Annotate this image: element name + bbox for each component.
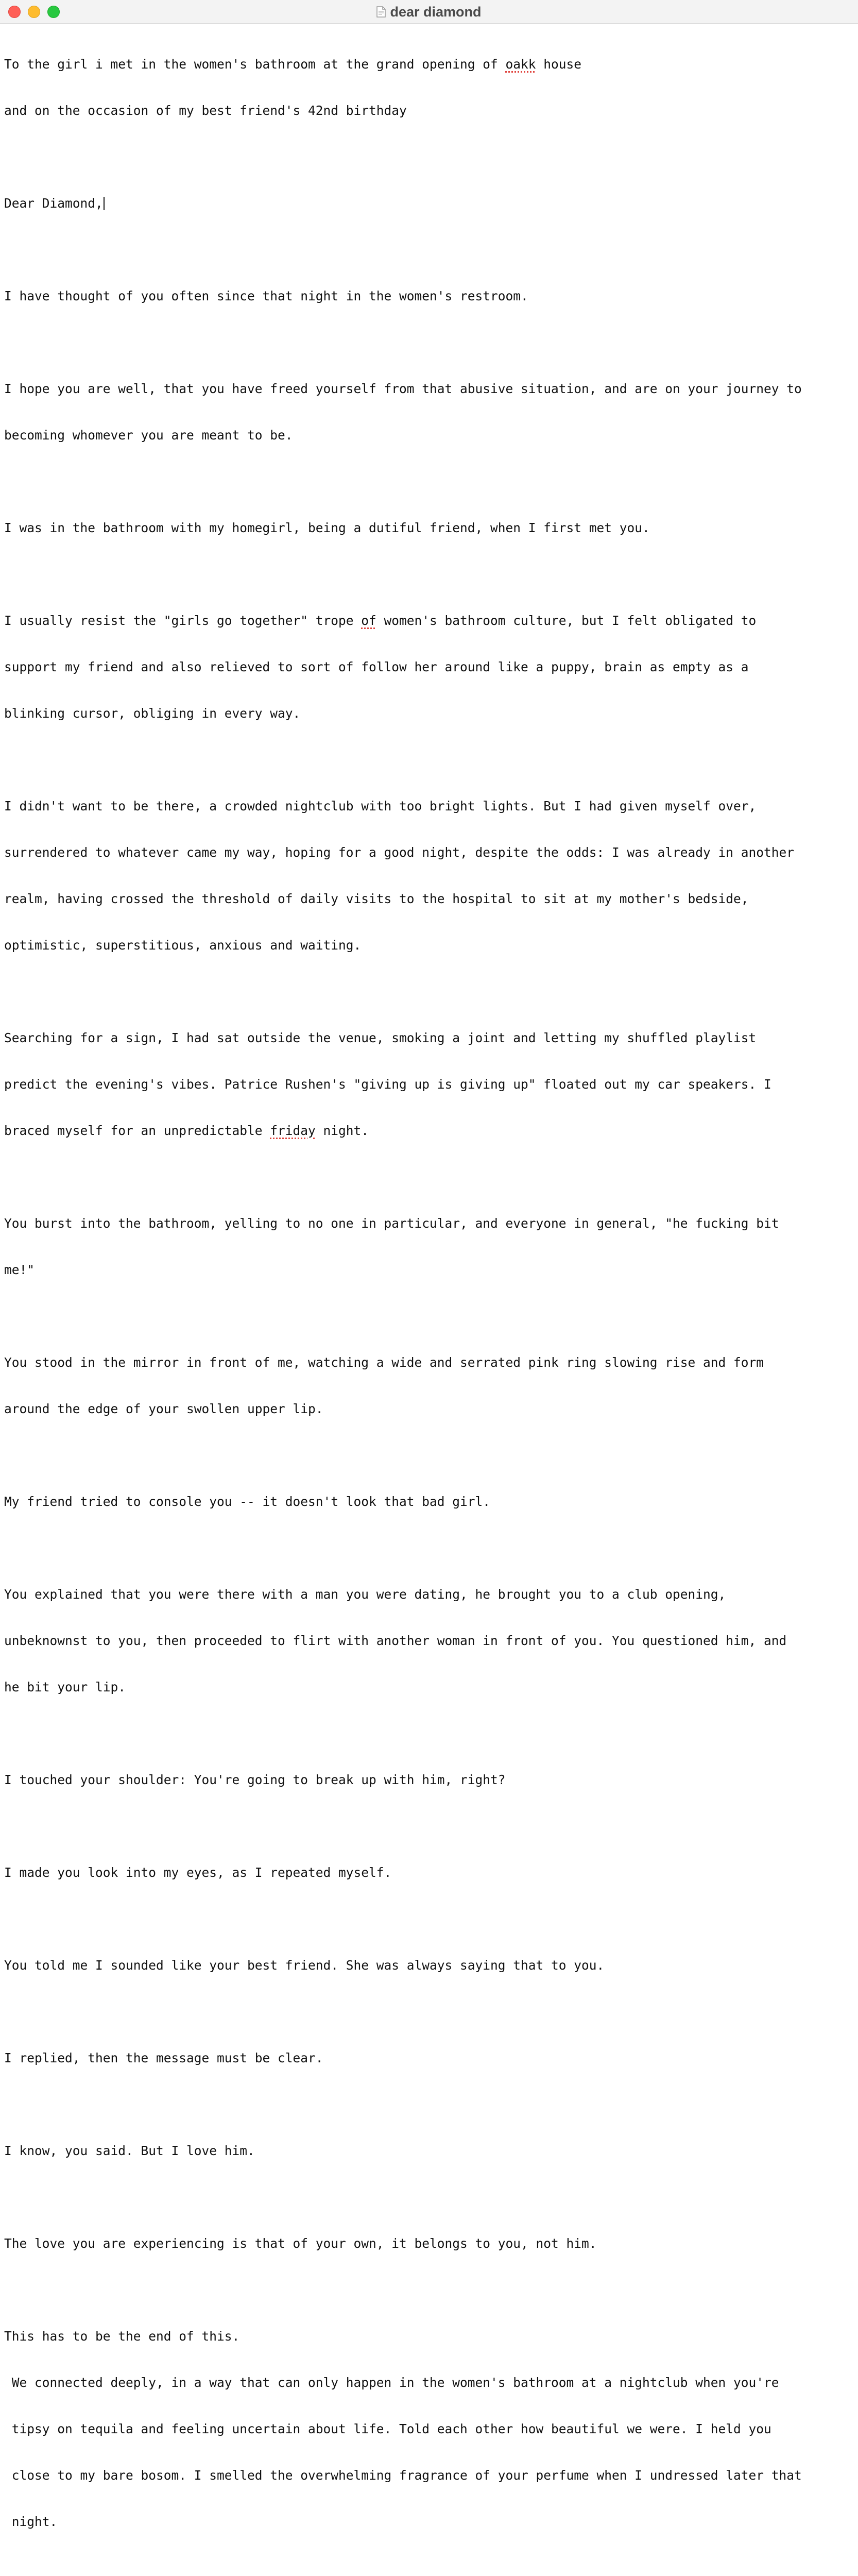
text-line: unbeknownst to you, then proceeded to flirt with another woman in front of you. You questioned him, and <box>4 1633 787 1648</box>
text-line: To the girl i met in the women's bathroom at the grand opening of oakk house <box>4 57 582 72</box>
text-line: braced myself for an unpredictable friday night. <box>4 1123 369 1138</box>
text-line: me!" <box>4 1262 35 1277</box>
text-line: I didn't want to be there, a crowded nightclub with too bright lights. But I had given myself over, <box>4 799 757 814</box>
text-line: This has to be the end of this. <box>4 2329 240 2344</box>
text-line: I have thought of you often since that night in the women's restroom. <box>4 289 528 303</box>
text-line: and on the occasion of my best friend's 42nd birthday <box>4 103 407 118</box>
text-line: You stood in the mirror in front of me, watching a wide and serrated pink ring slowing rise and form <box>4 1355 764 1370</box>
text-line: I was in the bathroom with my homegirl, being a dutiful friend, when I first met you. <box>4 520 650 535</box>
text-line: predict the evening's vibes. Patrice Rushen's "giving up is giving up" floated out my car speakers. I <box>4 1077 771 1092</box>
text-line: surrendered to whatever came my way, hoping for a good night, despite the odds: I was already in another <box>4 845 795 860</box>
text-line: blinking cursor, obliging in every way. <box>4 706 301 721</box>
title-bar[interactable] <box>0 0 858 24</box>
window-title: dear diamond <box>390 4 482 20</box>
text-line: You told me I sounded like your best friend. She was always saying that to you. <box>4 1958 605 1973</box>
text-line: You explained that you were there with a man you were dating, he brought you to a club opening, <box>4 1587 726 1602</box>
text-line: around the edge of your swollen upper lip. <box>4 1401 323 1416</box>
text-line: I hope you are well, that you have freed yourself from that abusive situation, and are on your journey to <box>4 381 802 396</box>
misspelled-word[interactable]: friday <box>270 1123 316 1138</box>
text-line: night. <box>4 2514 58 2529</box>
text-line: We connected deeply, in a way that can only happen in the women's bathroom at a nightclub when you're <box>4 2375 779 2390</box>
text-line: I touched your shoulder: You're going to break up with him, right? <box>4 1772 506 1787</box>
misspelled-word[interactable]: oakk <box>505 57 536 72</box>
text-line: becoming whomever you are meant to be. <box>4 428 293 443</box>
misspelled-word[interactable]: of <box>361 613 376 628</box>
document-icon[interactable] <box>376 6 386 18</box>
text-line: I know, you said. But I love him. <box>4 2143 255 2158</box>
text-line: You burst into the bathroom, yelling to no one in particular, and everyone in general, "he fucking bit <box>4 1216 779 1231</box>
text-line: I made you look into my eyes, as I repeated myself. <box>4 1865 392 1880</box>
text-cursor <box>104 197 105 210</box>
document-text-area[interactable] <box>4 26 854 2576</box>
text-line: I usually resist the "girls go together" trope of women's bathroom culture, but I felt obligated to <box>4 613 757 628</box>
text-line: I replied, then the message must be clear. <box>4 2050 323 2065</box>
text-line: Dear Diamond, <box>4 196 854 211</box>
text-line: close to my bare bosom. I smelled the overwhelming fragrance of your perfume when I undressed later that <box>4 2468 802 2483</box>
text-line: he bit your lip. <box>4 1680 126 1694</box>
text-line: support my friend and also relieved to sort of follow her around like a puppy, brain as empty as a <box>4 659 749 674</box>
text-line: The love you are experiencing is that of your own, it belongs to you, not him. <box>4 2236 597 2251</box>
text-line: My friend tried to console you -- it doesn't look that bad girl. <box>4 1494 491 1509</box>
text-line: Searching for a sign, I had sat outside the venue, smoking a joint and letting my shuffled playlist <box>4 1030 757 1045</box>
window-title-area <box>0 0 858 24</box>
text-line: tipsy on tequila and feeling uncertain about life. Told each other how beautiful we were. I held you <box>4 2421 771 2436</box>
text-line: optimistic, superstitious, anxious and waiting. <box>4 938 362 953</box>
text-line: realm, having crossed the threshold of daily visits to the hospital to sit at my mother's bedside, <box>4 891 749 906</box>
